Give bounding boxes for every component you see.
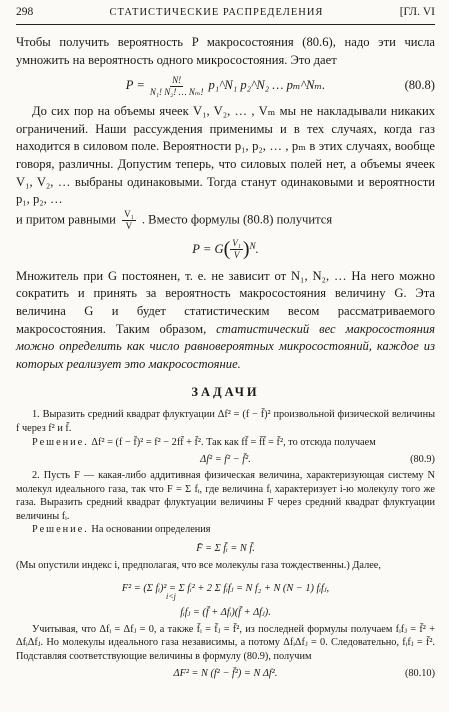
- task-2: 2. Пусть F — какая-либо аддитивная физическая величина, характеризующая систему N молекул идеального газа, так что F = Σ fᵢ, где величина fᵢ характеризует i-ю молекулу того же газа. Выразить средний квадрат флуктуации величины F через средний квадрат флуктуации величины fᵢ.: [16, 470, 435, 522]
- eq-G-fraction: [230, 238, 243, 261]
- tasks-heading: ЗАДАЧИ: [191, 385, 260, 400]
- solution-text-2: На основании определения: [91, 524, 211, 536]
- eq-G-den: V: [233, 250, 240, 261]
- paren-close: ): [242, 237, 250, 260]
- equation-80-10: [16, 665, 435, 681]
- solution-text-1: Δf² = (f − f̄)² = f² − 2ff̄ + f̄². Так как ff̄ = f̄f̄ = f̄², то отсюда получаем: [91, 436, 376, 448]
- eq-80-9-text: Δf² = f² − f̄².: [200, 453, 251, 465]
- eq-F-square-subscript: i<j: [166, 591, 176, 601]
- eq-G-exponent: N: [249, 240, 256, 251]
- eq-80-10-text: ΔF² = N (f² − f̄²) = N Δf².: [173, 667, 278, 679]
- paren-open: (: [223, 237, 231, 260]
- equation-G: [16, 234, 435, 266]
- page-body: [16, 34, 435, 683]
- eq-G-num: V₁: [232, 238, 241, 249]
- text-equal-prob: и притом равными: [16, 212, 116, 227]
- stat-weight-text: Множитель при G постоянен, т. е. не зависит от N₁, N₂, … На него можно сократить и принять за вероятность макросостояния величину G. Эта величина G и будет статистическим весом рассматриваемого макросостояния. Таким образом,: [16, 268, 435, 336]
- eq-80-8-number: (80.8): [404, 78, 435, 93]
- task-2-derivation: Учитывая, что Δfᵢ = Δfⱼ = 0, а также f̄ᵢ = f̄ⱼ = f̄², из последней формулы получаем fᵢfⱼ = f̄² + ΔfᵢΔfⱼ. Но молекулы идеального газа независимы, а потому ΔfᵢΔfⱼ = 0. Следовательно, fᵢfⱼ = f̄². Подставляя соответствующие величины в формулу (80.9), получим: [16, 623, 435, 662]
- eq-80-8-denominator: N₁! N₂! … Nₘ!: [149, 86, 204, 97]
- eq-80-9-number: (80.9): [410, 453, 435, 465]
- eq-80-8-numerator: N!: [172, 74, 182, 85]
- eq-80-8-fraction: [148, 75, 206, 98]
- task-1: 1. Выразить средний квадрат флуктуации Δf² = (f − f̄)² произвольной физической величины f через f² и f̄.: [16, 409, 435, 434]
- text-instead-of-formula: . Вместо формулы (80.8) получится: [141, 212, 333, 227]
- solution-label-1: Решение.: [32, 436, 89, 448]
- eq-fifj-text: fᵢfⱼ = (f̄ + Δfᵢ)(f̄ + Δfⱼ).: [180, 606, 271, 618]
- running-title: СТАТИСТИЧЕСКИЕ РАСПРЕДЕЛЕНИЯ: [109, 7, 324, 18]
- fraction-v1-v: [122, 209, 136, 232]
- equation-80-8: [16, 71, 435, 101]
- eq-80-10-number: (80.10): [404, 667, 435, 679]
- eq-80-8-rhs: p₁^N₁ p₂^N₂ … pₘ^Nₘ.: [208, 78, 326, 93]
- header-rule: [16, 24, 435, 25]
- task-2-note: (Мы опустили индекс i, предполагая, что все молекулы газа тождественны.) Далее,: [16, 560, 381, 572]
- equation-fifj: [16, 603, 435, 621]
- paragraph-equal-prob: [16, 209, 435, 232]
- page-header: [16, 6, 435, 22]
- fraction-v-den: V: [125, 220, 133, 231]
- paragraph-cells: До сих пор на объемы ячеек V₁, V₂, … , Vₘ мы не накладывали никаких ограничений. Наши рассуждения применимы и в тех случаях, когда газ находится в силовом поле. Вероятности p₁, p₂, … , pₘ в этих случаях, вообще говоря, различны. Допустим теперь, что силовых полей нет, а объемы ячеек V₁, V₂, … выбраны одинаковыми. Тогда станут одинаковыми и вероятности p₁, p₂, …: [16, 104, 435, 207]
- eq-F-square-text: F² = (Σ fᵢ)² = Σ fᵢ² + 2 Σ fᵢfⱼ = N f₂ + N (N − 1) fᵢfⱼ,: [121, 582, 330, 594]
- task-1-solution: [16, 436, 435, 450]
- eq-F-mean-text: F̄ = Σ f̄ᵢ = N f̄.: [196, 542, 255, 554]
- paragraph-stat-weight: [16, 268, 435, 374]
- paragraph-intro: Чтобы получить вероятность P макросостояния (80.6), надо эти числа умножить на вероятность одного микросостояния. Это дает: [16, 35, 435, 67]
- fraction-v1-num: V₁: [124, 208, 134, 219]
- eq-80-8-lhs: P =: [125, 78, 145, 93]
- equation-F-square: [16, 575, 435, 601]
- equation-F-mean: [16, 539, 435, 557]
- task-2-solution: [16, 523, 435, 537]
- page-number: 298: [16, 6, 34, 18]
- chapter-label: [ГЛ. VI: [399, 6, 435, 18]
- solution-label-2: Решение.: [32, 524, 89, 536]
- equation-80-9: [16, 451, 435, 467]
- eq-G-period: .: [255, 241, 259, 256]
- eq-G-lhs: P = G: [192, 241, 224, 256]
- stat-weight-definition: статистический вес макросостояния можно определить как число равновероятных микросостояний, каждое из которых реализует это макросостояние.: [16, 321, 435, 371]
